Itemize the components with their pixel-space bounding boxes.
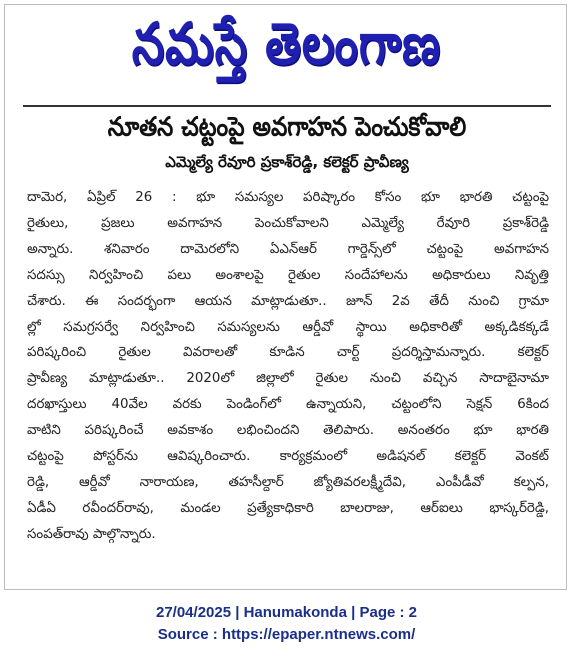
article-headline: నూతన చట్టంపై అవగాహన పెంచుకోవాలి: [107, 112, 467, 143]
article-line: సంపత్‌రావు పాల్గొన్నారు.: [27, 526, 156, 542]
masthead-title: నమస్తే తెలంగాణ: [131, 9, 442, 78]
article-line: రెడ్డి, ఆర్డీవో నారాయణ, తహసీల్దార్ జ్యోతివరలక్ష్మీదేవి, ఎంపీడీవో కల్పన,: [27, 474, 549, 490]
article-line: చేశారు. ఈ సందర్భంగా ఆయన మాట్లాడుతూ.. జూన్ 2వ తేదీ నుంచి గ్రామా: [27, 293, 549, 309]
article-line: ప్రావీణ్య మాట్లాడుతూ.. 2020లో జిల్లాలో రైతుల నుంచి వచ్చిన సాదాబైనామా: [27, 371, 549, 387]
article-line: చట్టంపై పోస్టర్‌ను ఆవిష్కరించారు. కార్యక్రమంలో అడిషనల్ కలెక్టర్ వెంకట్: [27, 449, 549, 465]
article-body: [27, 185, 549, 548]
article-line: సదస్సు నిర్వహించి పలు అంశాలపై రైతుల సందేహాలను అధికారులు నివృత్తి: [27, 267, 549, 283]
article-line: వాటిని పరిష్కరించే అవకాశం లభించిందని తెలిపారు. అనంతరం భూ భారతి: [27, 423, 549, 439]
newspaper-masthead: [5, 11, 568, 91]
article-line: దరఖాస్తులు 40వేల వరకు పెండింగ్‌లో ఉన్నాయని, చట్టంలోని సెక్షన్ 6కింద: [27, 397, 549, 413]
article-line: ల్లో సమగ్రసర్వే నిర్వహించి సమస్యలను ఆర్డీవో స్థాయి అధికారితో అక్కడికక్కడే: [27, 319, 549, 335]
article-subhead: ఎమ్మెల్యే రేవూరి ప్రకాశ్‌రెడ్డి, కలెక్టర్ ప్రావీణ్య: [165, 153, 409, 171]
article-line: దామెర, ఏప్రిల్ 26 : భూ సమస్యల పరిష్కారం కోసం భూ భారతి చట్టంపై: [27, 190, 549, 205]
article-line: ఏడీఏ రవీందర్‌రావు, మండల ప్రత్యేకాధికారి బాలరాజు, ఆర్‌ఐలు భాస్కర్‌రెడ్డి,: [27, 500, 549, 516]
article-line: పరిష్కరించి రైతుల వివరాలతో కూడిన చార్ట్ ప్రదర్శిస్తామన్నారు. కలెక్టర్: [27, 345, 549, 361]
footer-date-edition: 27/04/2025 | Hanumakonda | Page : 2: [155, 604, 417, 621]
article-line: రైతులు, ప్రజలు అవగాహన పెంచుకోవాలని ఎమ్మెల్యే రేవూరి ప్రకాశ్‌రెడ్డి: [27, 215, 549, 231]
clipping-frame: [4, 4, 567, 590]
article-line: అన్నారు. శనివారం దామెరలోని ఏఎన్‌ఆర్ గార్డెన్స్‌లో చట్టంపై అవగాహన: [27, 241, 549, 257]
footer-source: Source : https://epaper.ntnews.com/: [157, 626, 416, 643]
